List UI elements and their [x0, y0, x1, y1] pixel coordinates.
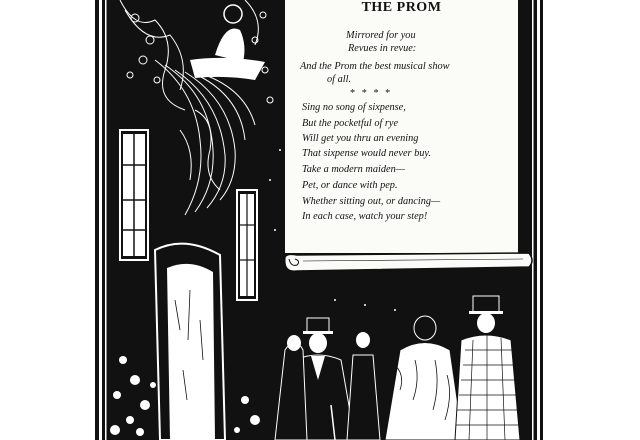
balcony-ornament — [120, 0, 273, 110]
doorway — [155, 244, 225, 440]
poem-scroll — [283, 0, 520, 253]
poem-title: THE PROM — [361, 0, 442, 15]
verse-line: That sixpense would never buy. — [302, 148, 431, 159]
verse-line: Whether sitting out, or dancing— — [302, 196, 441, 207]
separator-stars: * * * * — [350, 88, 393, 99]
intro-line: Revues in revue: — [348, 43, 417, 54]
left-window — [120, 130, 148, 260]
lead-line: And the Prom the best musical show — [300, 61, 450, 72]
right-border-ornament — [532, 0, 540, 440]
man-in-checked-coat — [455, 296, 520, 440]
lead-line: of all. — [327, 74, 352, 85]
verse-line: Pet, or dance with pep. — [302, 180, 398, 191]
woman-in-fur-coat — [385, 316, 463, 440]
left-border-ornament — [99, 0, 107, 440]
verse-line: In each case, watch your step! — [302, 211, 428, 222]
verse-line: Take a modern maiden— — [302, 164, 405, 175]
verse-line: But the pocketful of rye — [302, 118, 399, 129]
scroll-roll-bottom — [283, 247, 535, 275]
right-window — [237, 190, 257, 300]
verse-line: Sing no song of sixpense, — [302, 102, 406, 113]
intro-line: Mirrored for you — [346, 30, 416, 41]
verse-line: Will get you thru an evening — [302, 133, 419, 144]
woman-in-cloak — [275, 335, 307, 440]
